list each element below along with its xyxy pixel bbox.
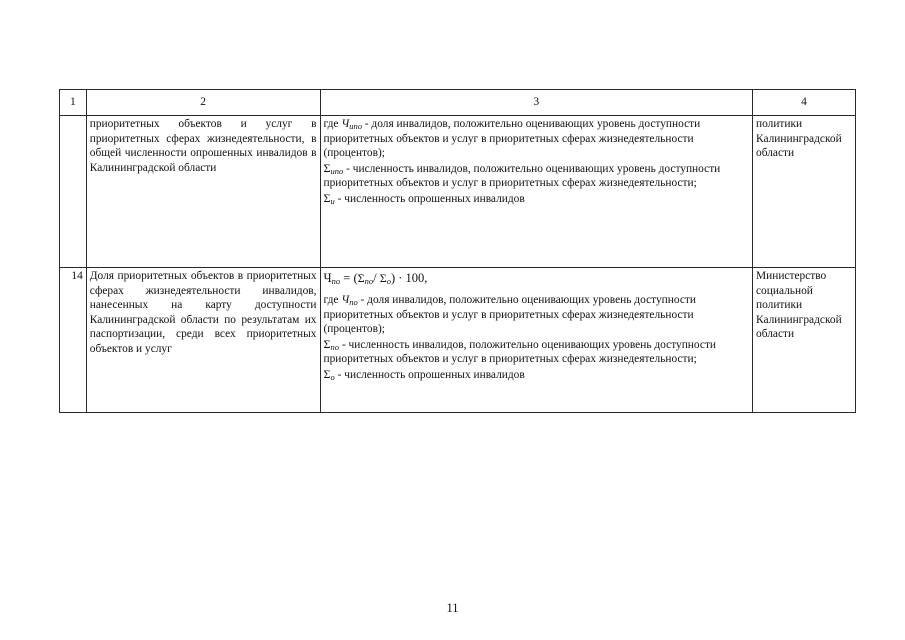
responsible-cell: Министерство социальной политики Калининградской области xyxy=(753,268,856,413)
row-number-cell: 14 xyxy=(60,268,87,413)
table-row-continued xyxy=(60,116,856,268)
indicators-table xyxy=(59,89,856,413)
sum-symbol: Σ xyxy=(323,366,331,381)
variable-description: - доля инвалидов, положительно оценивающих уровень доступности приоритетных объектов и услуг в приоритетных сферах жизнедеятельности (процентов); xyxy=(323,294,696,335)
variable-description: - численность инвалидов, положительно оценивающих уровень доступности приоритетных объектов и услуг в приоритетных сферах жизнедеятельности; xyxy=(323,162,721,189)
variable-subscript: ипо xyxy=(330,165,344,176)
variable-definition xyxy=(324,161,749,191)
formula: $Ч_{по} = (\Sigma_{по}/$ $\Sigma_о) \cdot 100$, xyxy=(323,271,428,286)
variable-definition: где $Ч_{по}$ - доля инвалидов, положительно оценивающих уровень доступности приоритетных объектов и услуг в приоритетных сферах жизнедеятельности (процентов); xyxy=(323,294,696,335)
variable-definition xyxy=(324,191,749,207)
responsible-cell: политики Калининградской области xyxy=(753,116,856,268)
calculation-method-cell xyxy=(320,116,752,268)
header-cell-4: 4 xyxy=(753,90,856,116)
variable-subscript: по xyxy=(349,297,358,307)
header-cell-1: 1 xyxy=(60,90,87,116)
variable-subscript: по xyxy=(330,341,339,352)
header-cell-2: 2 xyxy=(86,90,320,116)
page-number: 11 xyxy=(446,601,459,615)
indicator-name-cell: Доля приоритетных объектов в приоритетных сферах жизнедеятельности инвалидов, нанесенных на карту доступности Калининградской области по результатам их паспортизации, среди всех приоритетных объектов и услуг xyxy=(86,268,320,413)
sum-symbol: Σ xyxy=(323,336,331,351)
table-row-14 xyxy=(60,268,856,413)
indicator-name-cell: приоритетных объектов и услуг в приоритетных сферах жизнедеятельности, в общей численности опрошенных инвалидов в Калининградской области xyxy=(86,116,320,268)
variable-subscript: и xyxy=(330,195,335,206)
sum-symbol: Σ xyxy=(323,160,331,175)
variable-definition xyxy=(324,337,749,367)
table-header-row xyxy=(60,90,856,116)
variable-description: - численность опрошенных инвалидов xyxy=(334,192,525,205)
row-number-cell xyxy=(60,116,87,268)
sum-symbol: Σ xyxy=(323,190,331,205)
header-cell-3: 3 xyxy=(320,90,752,116)
variable-subscript: ипо xyxy=(349,121,362,131)
variable-definition: где $Ч_{ипо}$ - доля инвалидов, положительно оценивающих уровень доступности приоритетных объектов и услуг в приоритетных сферах жизнедеятельности (процентов); xyxy=(323,118,701,159)
variable-subscript: о xyxy=(330,371,335,382)
variable-description: - доля инвалидов, положительно оценивающих уровень доступности приоритетных объектов и услуг в приоритетных сферах жизнедеятельности (процентов); xyxy=(323,118,701,159)
variable-description: - численность опрошенных инвалидов xyxy=(334,368,525,381)
variable-symbol: Ч xyxy=(341,294,350,306)
variable-description: - численность инвалидов, положительно оценивающих уровень доступности приоритетных объектов и услуг в приоритетных сферах жизнедеятельности; xyxy=(323,338,717,365)
calculation-method-cell xyxy=(320,268,752,413)
variable-symbol: Ч xyxy=(341,118,350,130)
variable-definition xyxy=(324,367,749,383)
